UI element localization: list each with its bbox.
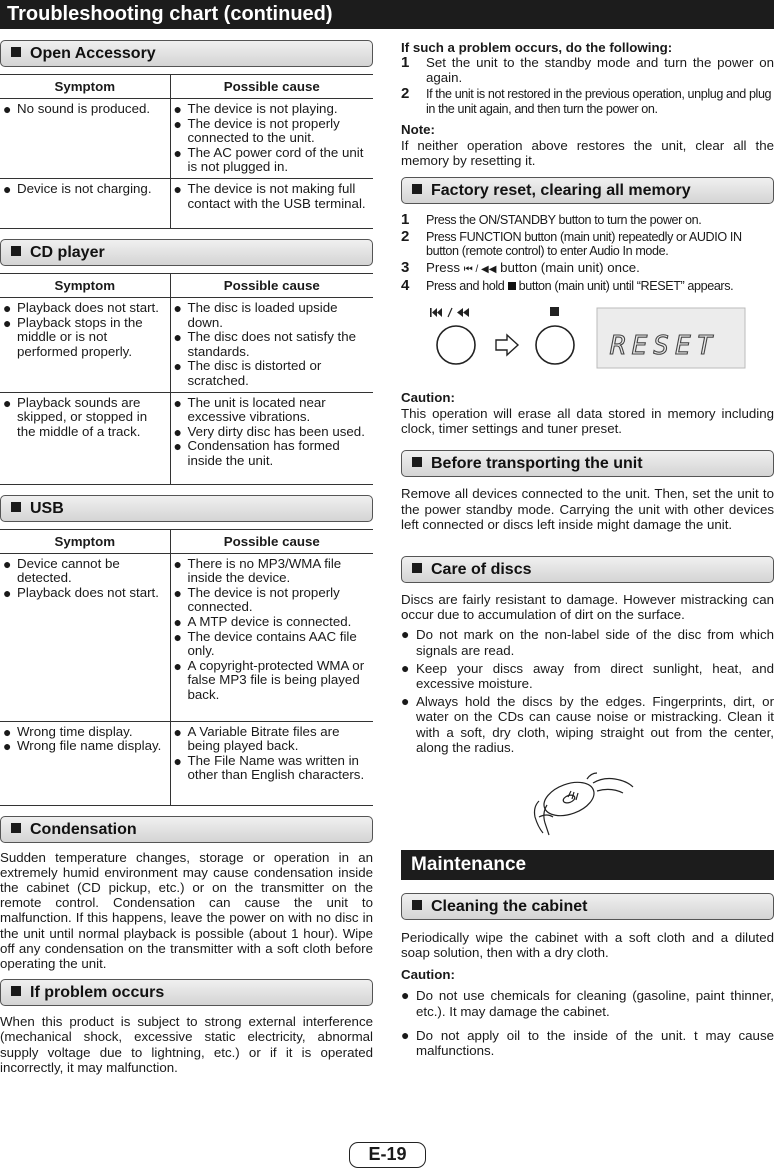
stop-square-icon [508,282,516,290]
table-row [0,297,373,392]
symptom-item: ● Playback does not start. [3,299,159,316]
symptom-item: ● No sound is produced. [3,101,151,117]
square-bullet-icon [11,986,21,996]
reset-illustration [401,304,774,376]
section-before-transporting: Before transporting the unit [401,450,774,477]
square-bullet-icon [412,900,422,910]
problem-text: When this product is subject to strong external interference (mechanical shock, excessive static electricity, abnormal supply voltage due to lightning, etc.) or if it is operated incorrectly, it may malfunction. [0,1014,373,1075]
symptom-item: ● Playback does not start. [3,584,159,601]
stop-square-icon [550,307,559,316]
cause-item: ● The device is not properly connected to the unit. [173,115,340,146]
square-bullet-icon [11,502,21,512]
cleaning-text: Periodically wipe the cabinet with a soft cloth and a diluted soap solution, then with a dry cloth. [401,929,774,961]
usb-table [0,529,373,806]
step-item: 1 Set the unit to the standby mode and turn the power on again. [401,54,774,85]
cause-header: Possible cause [170,75,373,99]
cause-item: ● The AC power cord of the unit is not plugged in. [173,144,364,175]
condensation-text: Sudden temperature changes, storage or operation in an extremely humid environment may cause condensation inside the cabinet (CD pickup, etc.) or on the transmitter on the remote control. Condensation can cause the unit to malfunction. If this happens, leave the power on with no disc in the unit until normal playback is possible (about 1 hour). Wipe off any condensation on the transmitter with a soft cloth before operating the unit. [0,849,373,971]
note-label: Note: [401,122,435,137]
cause-item: ● There is no MP3/WMA file inside the device. [173,555,342,586]
cd-player-table [0,273,373,485]
maintenance-heading: Maintenance [401,850,774,880]
table-row [0,178,373,228]
cause-item: ● The disc is loaded upside down. [173,299,338,330]
disc-bullet: ● Do not mark on the non-label side of the disc from which signals are read. [401,626,774,658]
cause-item: ● The disc is distorted or scratched. [173,358,322,388]
square-bullet-icon [11,823,21,833]
open-accessory-table [0,74,373,229]
right-column [401,40,774,1058]
step-item: 1 Press the ON/STANDBY button to turn the power on. [401,211,702,229]
square-bullet-icon [412,457,422,467]
cause-item: ● The disc does not satisfy the standards. [173,329,357,359]
symptom-item: ● Device cannot be detected. [3,555,120,586]
cause-item: ● The device is not properly connected. [173,584,340,615]
disc-bullet: ● Keep your discs away from direct sunlight, heat, and excessive moisture. [401,659,774,691]
hand-holding-disc-icon [535,773,634,835]
caution-label: Caution: [401,389,455,405]
square-bullet-icon [11,246,21,256]
table-row [0,392,373,484]
symptom-header: Symptom [0,75,170,99]
note-text: If neither operation above restores the unit, clear all the memory by resetting it. [401,138,774,169]
table-row [0,99,373,179]
symptom-item: ● Wrong file name display. [3,738,162,755]
section-factory-reset: Factory reset, clearing all memory [401,177,774,204]
maintenance-caution-label: Caution: [401,967,455,983]
square-bullet-icon [412,184,422,194]
symptom-header: Symptom [0,529,170,553]
stop-button [536,326,574,364]
cause-item: ● The unit is located near excessive vibrations. [173,394,326,425]
step-item: 2 Press FUNCTION button (main unit) repeatedly or AUDIO IN button (remote control) to enter Audio In mode. [401,227,742,259]
cause-item: ● A copyright-protected WMA or false MP3 file is being played back. [173,657,365,702]
section-open-accessory: Open Accessory [0,40,373,67]
step-item: 4 Press and hold button (main unit) until “RESET” appears. [401,277,734,295]
section-if-problem-occurs: If problem occurs [0,979,373,1006]
maintenance-bullet: ● Do not use chemicals for cleaning (gasoline, paint thinner, etc.). It may damage the cabinet. [401,987,774,1019]
step-item: 3 Press ⏮ / ◀◀ button (main unit) once. [401,258,640,276]
cause-item: ● The device is not playing. [173,101,338,117]
section-cd-player: CD player [0,239,373,266]
table-row [0,553,373,721]
symptom-item: ● Playback sounds are skipped, or stopped in the middle of a track. [3,394,148,439]
page-title: Troubleshooting chart (continued) [0,0,774,29]
left-column [0,40,373,1075]
symptom-header: Symptom [0,273,170,297]
disc-handling-illustration [401,761,774,839]
skip-back-button [437,326,475,364]
symptom-item: ● Playback stops in the middle or is not performed properly. [3,314,143,359]
square-bullet-icon [412,563,422,573]
cause-header: Possible cause [170,529,373,553]
page-number: E-19 [349,1142,426,1168]
section-usb: USB [0,495,373,522]
cause-item: ● The device is not making full contact with the USB terminal. [173,180,366,211]
cause-item: ● A Variable Bitrate files are being played back. [173,723,340,754]
skip-back-icon [430,308,469,317]
square-bullet-icon [11,47,21,57]
cause-item: ● A MTP device is connected. [173,613,352,630]
table-row [0,721,373,805]
cause-item: ● Very dirty disc has been used. [173,423,365,440]
cause-item: ● Condensation has formed inside the unit. [173,438,340,468]
reset-display-text: RESET [610,330,719,361]
arrow-right-icon [496,335,518,355]
symptom-item: ● Device is not charging. [3,180,152,197]
maintenance-bullet: ● Do not apply oil to the inside of the unit. t may cause malfunctions. [401,1026,774,1058]
step-item: 2 If the unit is not restored in the previous operation, unplug and plug in the unit again, and then turn the power on. [401,85,772,116]
transport-text: Remove all devices connected to the unit. Then, set the unit to the power standby mode. Carrying the unit with other devices left connected or discs left inside might damage the unit. [401,486,774,532]
cause-item: ● The File Name was written in other than English characters. [173,752,365,783]
followup-label: If such a problem occurs, do the following: [401,40,673,55]
section-care-of-discs: Care of discs [401,556,774,583]
discs-text: Discs are fairly resistant to damage. However mistracking can occur due to accumulation of dirt on the surface. [401,591,774,623]
disc-bullet: ● Always hold the discs by the edges. Fingerprints, dirt, or water on the CDs can cause noise or mistracking. Clean it with a soft, dry cloth, wiping straight out from the center, along the radius. [401,693,774,755]
skip-back-icon: ⏮ / ◀◀ [463,263,497,275]
cause-header: Possible cause [170,273,373,297]
cause-item: ● The device contains AAC file only. [173,628,357,659]
section-cleaning-cabinet: Cleaning the cabinet [401,893,774,920]
section-condensation: Condensation [0,816,373,843]
caution-text: This operation will erase all data stored in memory including clock, timer settings and tuner preset. [401,405,774,437]
symptom-item: ● Wrong time display. [3,723,133,740]
